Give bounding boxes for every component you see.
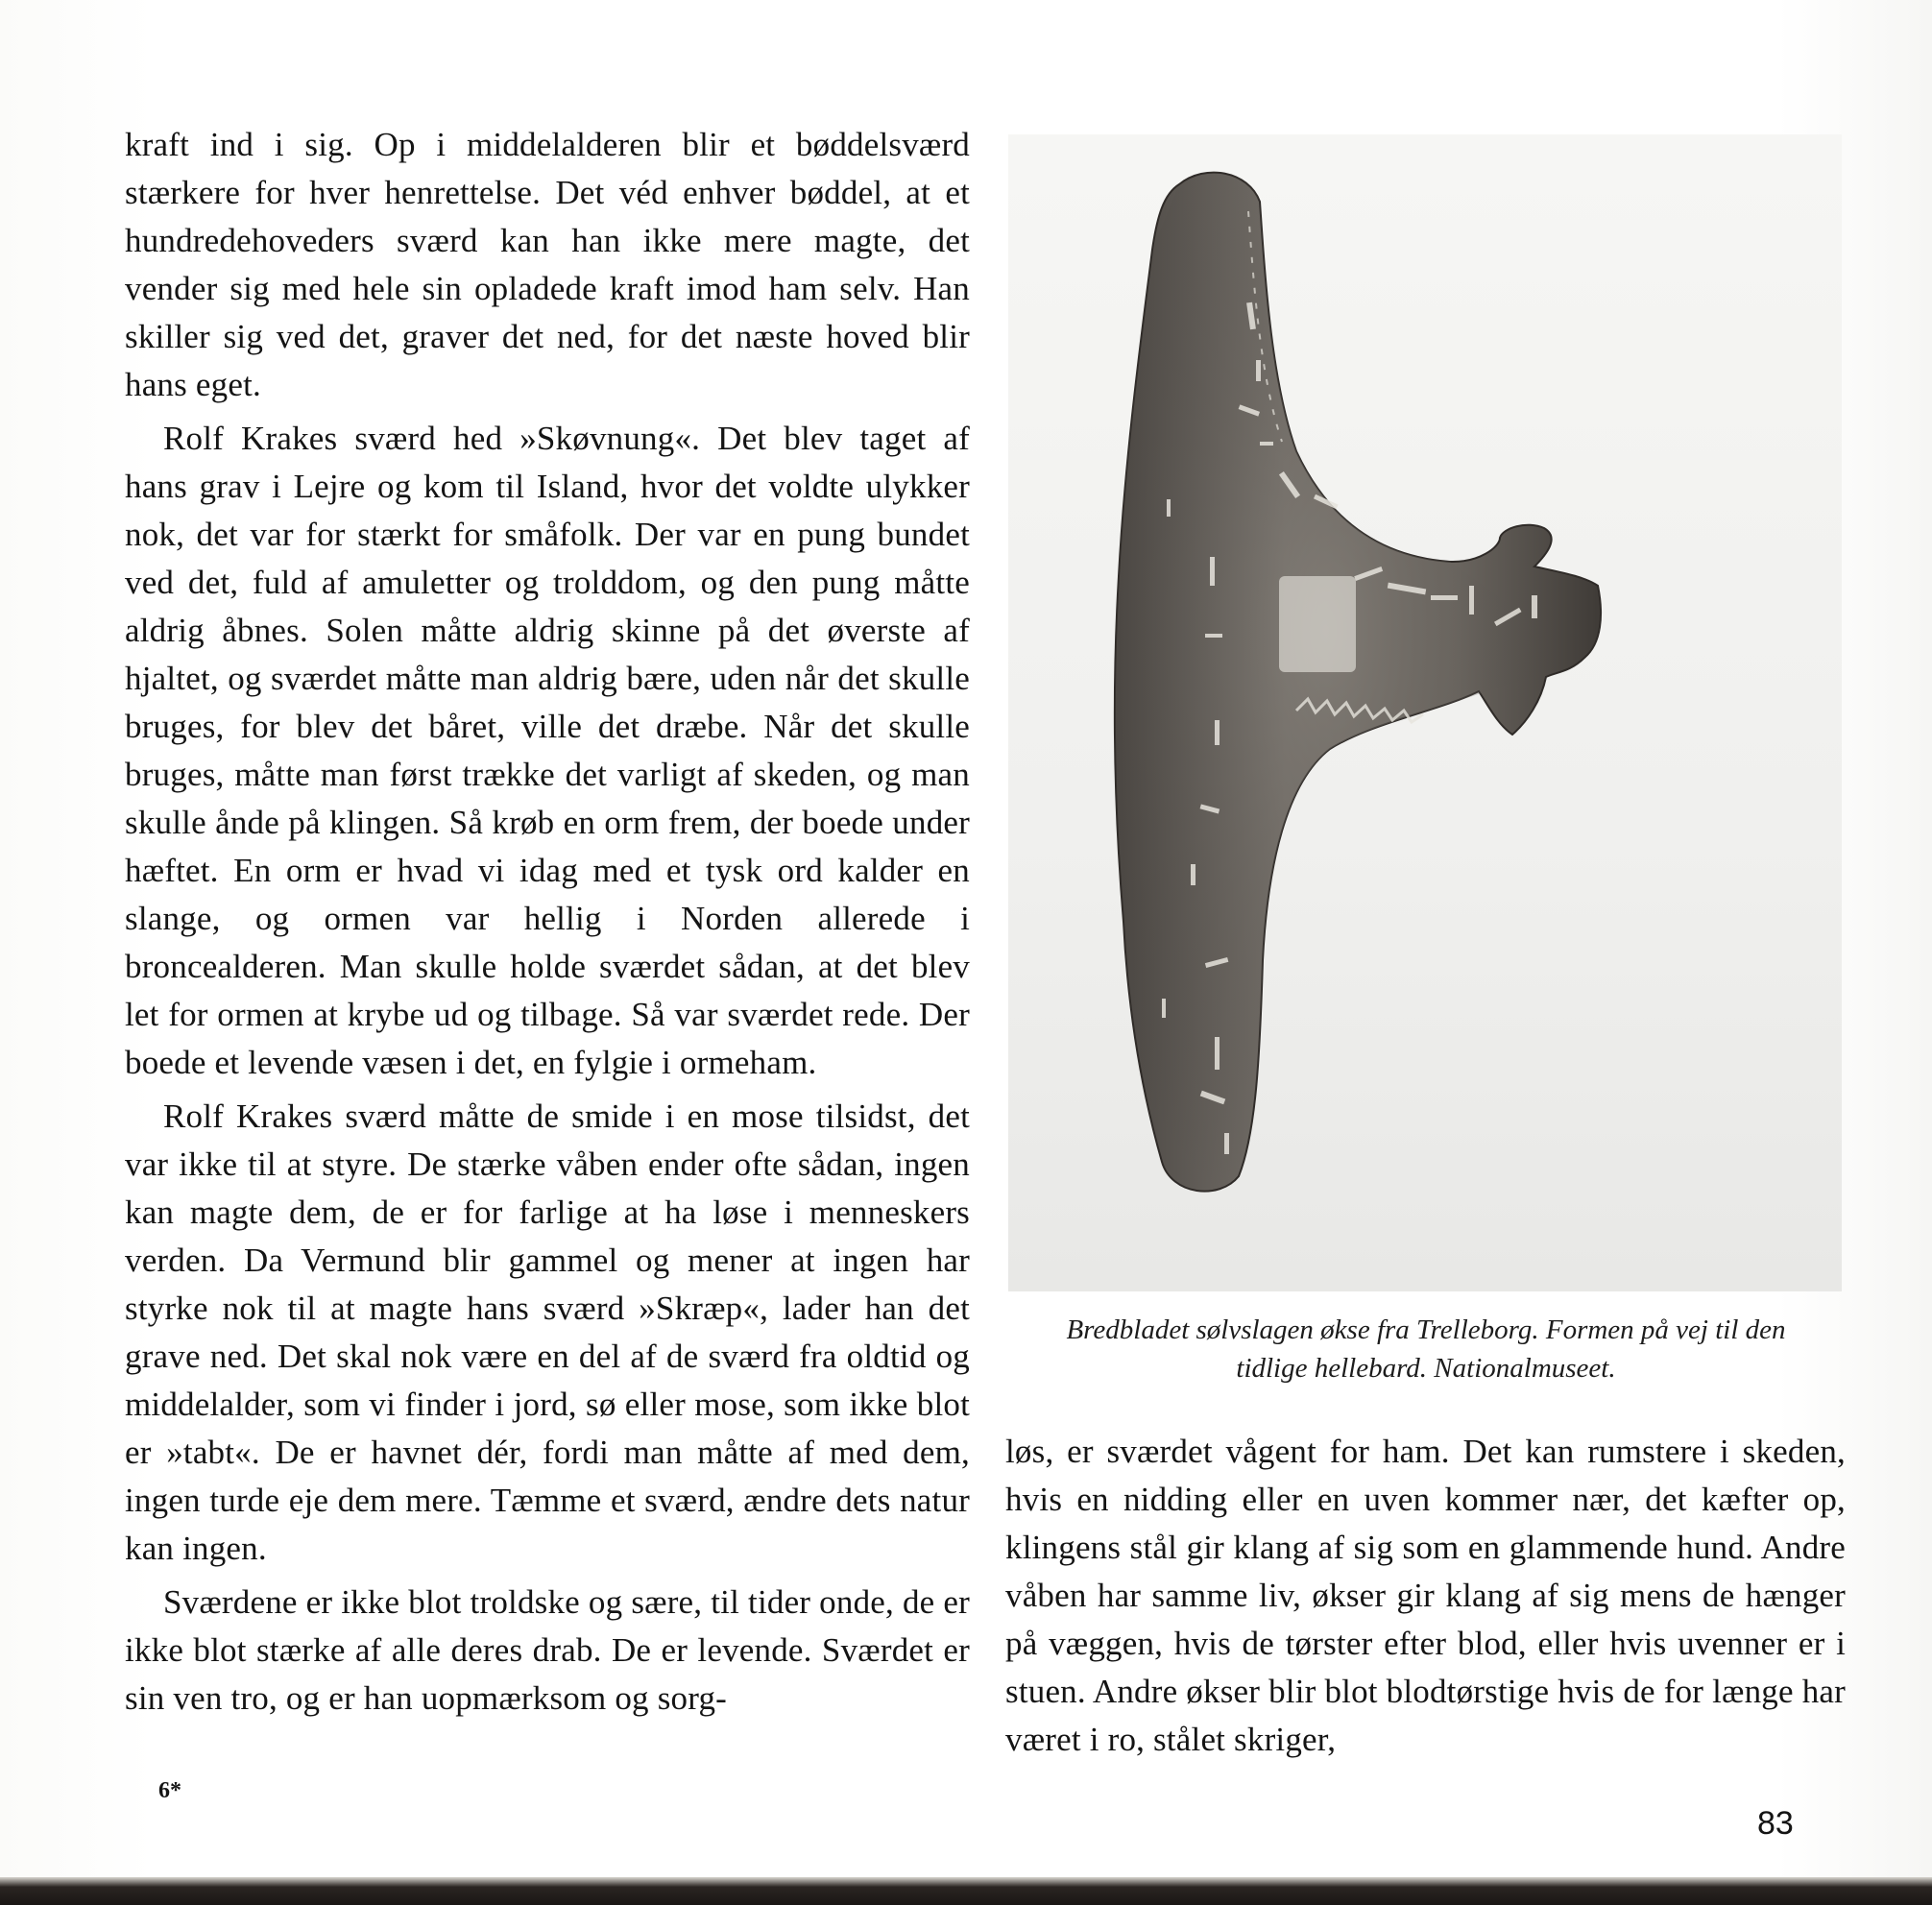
paragraph-right-continuation: løs, er sværdet vågent for ham. Det kan rumstere i skeden, hvis en nidding eller en uven kommer nær, det kæfter op, klingens stål gir klang af sig som en glammende hund. Andre våben har samme liv, økser gir klang af sig mens de hænger på væggen, hvis de tørster efter blod, eller hvis uvenner er i stuen. Andre økser blir blot blodtørstige hvis de for længe har været i ro, stålet skriger, bbox=[1005, 1433, 1846, 1758]
signature-mark: 6* bbox=[158, 1778, 181, 1803]
figure-caption bbox=[1003, 1311, 1848, 1387]
right-text-column bbox=[1005, 1428, 1846, 1764]
caption-line-2: tidlige hellebard. Nationalmuseet. bbox=[1236, 1353, 1616, 1384]
caption-line-1: Bredbladet sølvslagen økse fra Trelleborg. Formen på vej til den bbox=[1066, 1314, 1786, 1345]
paragraph-swords-living: Sværdene er ikke blot troldske og sære, til tider onde, de er ikke blot stærke af alle deres drab. De er levende. Sværdet er sin ven tro, og er han uopmærksom og sorg- bbox=[125, 1583, 970, 1717]
axe-photograph bbox=[1008, 134, 1842, 1291]
paragraph-rolf-krake-sword: Rolf Krakes sværd måtte de smide i en mose tilsidst, det var ikke til at styre. De stærke våben ender ofte sådan, ingen kan magte dem, de er for farlige at ha løse i menneskers verden. Da Vermund blir gammel og mener at ingen har styrke nok til at magte hans sværd »Skræp«, lader han det grave ned. Det skal nok være en del af de sværd fra oldtid og middelalder, som vi finder i jord, sø eller mose, som ikke blot er »tabt«. De er havnet dér, fordi man måtte af med dem, ingen turde eje dem mere. Tæmme et sværd, ændre dets natur kan ingen. bbox=[125, 1097, 970, 1567]
paragraph-skovnung: Rolf Krakes sværd hed »Skøvnung«. Det blev taget af hans grav i Lejre og kom til Island, hvor det voldte ulykker nok, det var for stærkt for småfolk. Der var en pung bundet ved det, fuld af amuletter og trolddom, og den pung måtte aldrig åbnes. Solen måtte aldrig skinne på det øverste af hjaltet, og sværdet måtte man aldrig bære, uden når det skulle bruges, for blev det båret, ville det dræbe. Når det skulle bruges, måtte man først trække det varligt af skeden, og man skulle ånde på klingen. Så krøb en orm frem, der boede under hæftet. En orm er hvad vi idag med et tysk ord kalder en slange, og ormen var hellig i Norden allerede i broncealderen. Man skulle holde sværdet sådan, at det blev let for ormen at krybe ud og tilbage. Så var sværdet rede. Der boede et levende væsen i det, en fylgie i ormeham. bbox=[125, 420, 970, 1081]
page-bottom-edge bbox=[0, 1877, 1932, 1905]
left-text-column bbox=[125, 121, 970, 1723]
page-number: 83 bbox=[1757, 1805, 1794, 1842]
silver-inlaid-axe-image bbox=[1008, 134, 1842, 1291]
paragraph-continuation: kraft ind i sig. Op i middelalderen blir et bøddelsværd stærkere for hver henrettelse. Det véd enhver bøddel, at et hundredehoveders sværd kan han ikke mere magte, det vender sig med hele sin opladede kraft imod ham selv. Han skiller sig ved det, graver det ned, for det næste hoved blir hans eget. bbox=[125, 126, 970, 403]
